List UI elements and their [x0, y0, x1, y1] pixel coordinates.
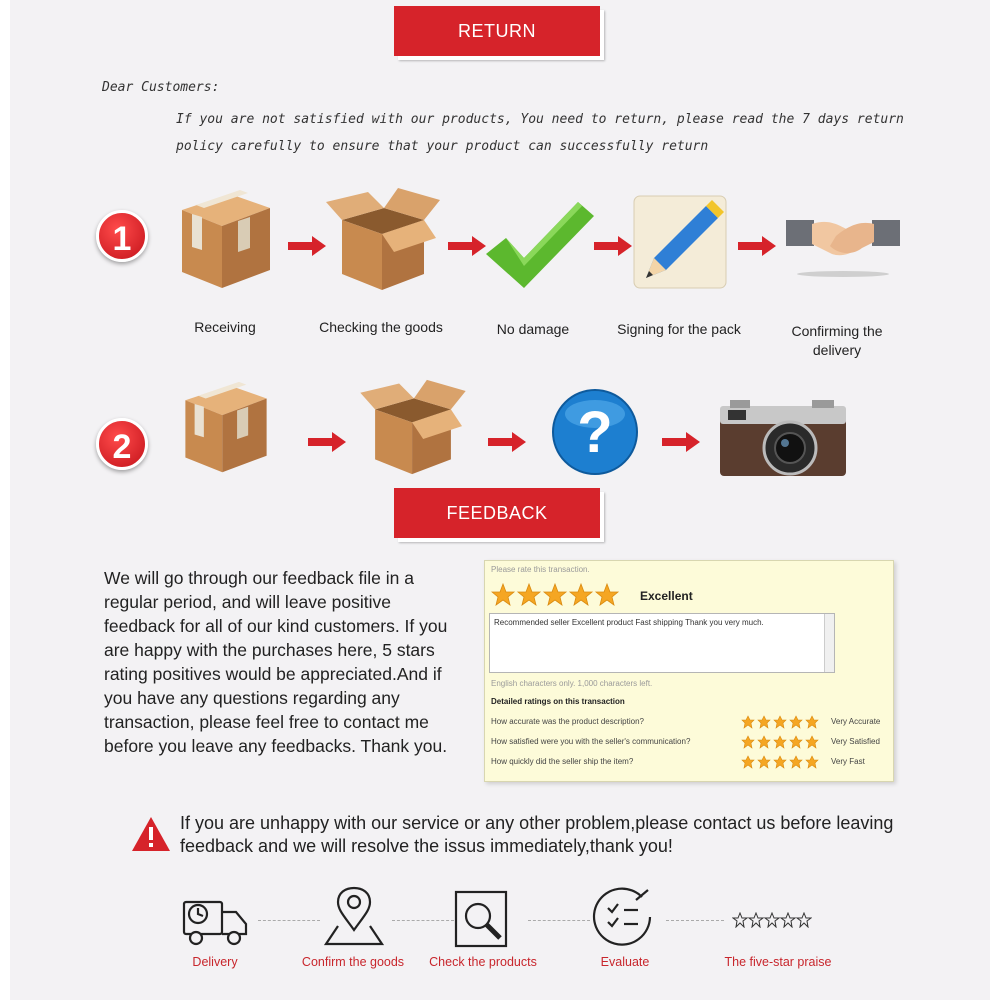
dotted-connector: [392, 920, 454, 921]
detail-rating-row: [491, 737, 891, 751]
warning-text: If you are unhappy with our service or any other problem,please contact us before leaving feedback and we will resolve the issus immediately,thank you!: [180, 813, 894, 856]
intro-body: If you are not satisfied with our products, You need to return, please read the 7 days return policy carefully to ensure that your product can successfully return: [176, 112, 904, 154]
arrow-icon: [738, 236, 776, 256]
return-banner: RETURN: [394, 6, 600, 56]
five-stars-icon[interactable]: [741, 715, 821, 729]
checkmark-icon: [484, 196, 596, 292]
handshake-icon: [786, 212, 900, 278]
process-label-five-star: The five-star praise: [724, 955, 832, 969]
step-label: Checking the goods: [319, 319, 443, 335]
dotted-connector: [258, 920, 320, 921]
detail-value: Very Satisfied: [831, 737, 880, 746]
arrow-icon: [288, 236, 326, 256]
process-label-delivery: Delivery: [192, 955, 238, 969]
detail-question: How satisfied were you with the seller's communication?: [491, 737, 691, 746]
question-icon: [548, 388, 642, 476]
arrow-icon: [594, 236, 632, 256]
intro-greeting: Dear Customers:: [102, 80, 220, 95]
open-box-icon: [354, 378, 472, 476]
warning-icon: [130, 815, 172, 853]
feedback-paragraph: We will go through our feedback file in a regular period, and will leave positive feedback for all of our kind customers. If you are happy with the purchases here, 5 stars rating positives would be appreciated.And if you have any questions regarding any transaction, please feel free to contact me before you leave any feedbacks. Thank you.: [104, 568, 448, 756]
pencil-icon: [632, 194, 728, 290]
comment-text: Recommended seller Excellent product Fast shipping Thank you very much.: [494, 618, 764, 627]
camera-icon: [718, 400, 848, 476]
overall-rating-label: Excellent: [640, 589, 693, 603]
step-number-1: 1: [96, 210, 148, 262]
process-label-confirm: Confirm the goods: [301, 955, 405, 969]
page: [10, 0, 990, 1000]
step-label: Signing for the pack: [617, 321, 741, 337]
arrow-icon: [448, 236, 486, 256]
delivery-truck-icon: [182, 894, 250, 946]
five-stars-icon[interactable]: [741, 735, 821, 749]
step-label: Receiving: [194, 319, 256, 335]
svg-text:?: ?: [577, 400, 613, 465]
process-label-evaluate: Evaluate: [600, 955, 650, 969]
overall-five-stars-icon[interactable]: [491, 583, 623, 607]
detail-question: How quickly did the seller ship the item?: [491, 757, 634, 766]
detail-question: How accurate was the product description?: [491, 717, 644, 726]
rating-prompt: Please rate this transaction.: [491, 565, 590, 574]
detail-rating-row: [491, 717, 891, 731]
detailed-ratings-title: Detailed ratings on this transaction: [491, 697, 625, 706]
magnifier-icon: [454, 890, 512, 948]
checklist-icon: [590, 884, 656, 950]
arrow-icon: [488, 432, 526, 452]
arrow-icon: [308, 432, 346, 452]
detail-rating-row: [491, 757, 891, 771]
characters-left: English characters only. 1,000 characters left.: [491, 679, 653, 688]
five-stars-icon[interactable]: [741, 755, 821, 769]
comment-textarea[interactable]: [489, 613, 835, 673]
detail-value: Very Accurate: [831, 717, 881, 726]
five-stars-icon: [732, 912, 812, 928]
rating-panel: [484, 560, 894, 782]
arrow-icon: [662, 432, 700, 452]
location-pin-icon: [324, 886, 384, 948]
step-label: No damage: [496, 321, 570, 337]
step-number-2: 2: [96, 418, 148, 470]
dotted-connector: [528, 920, 590, 921]
comment-scrollbar[interactable]: [824, 614, 834, 672]
feedback-banner: FEEDBACK: [394, 488, 600, 538]
detail-value: Very Fast: [831, 757, 865, 766]
open-box-icon: [324, 186, 442, 292]
closed-box-icon: [178, 188, 274, 292]
step-label: Confirming the delivery: [791, 323, 883, 358]
process-label-check: Check the products: [429, 955, 537, 969]
dotted-connector: [666, 920, 724, 921]
closed-box-icon: [178, 380, 274, 476]
